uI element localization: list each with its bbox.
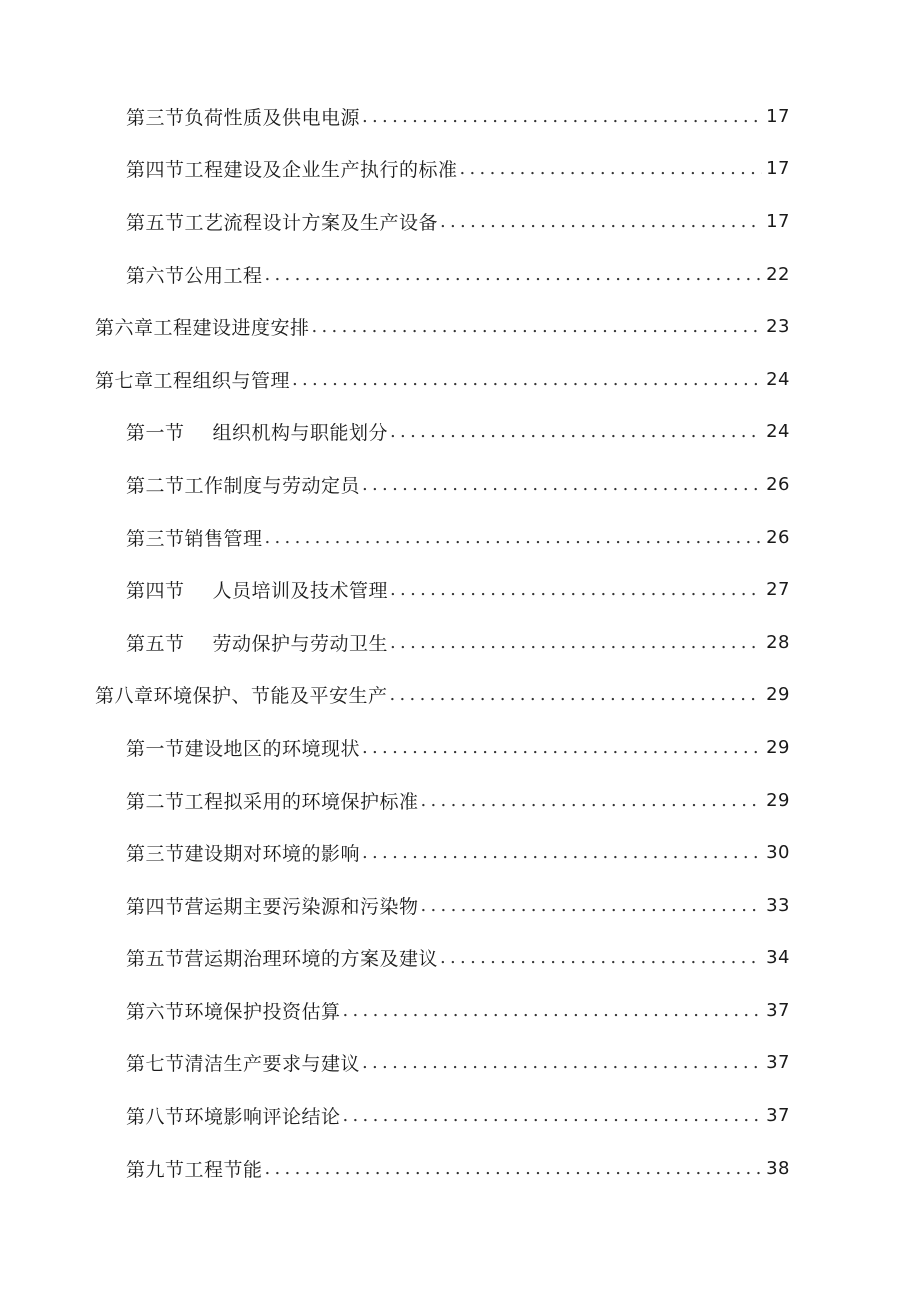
toc-section-number: 第一节 bbox=[126, 422, 185, 445]
toc-entry-title: 第五节营运期治理环境的方案及建议 bbox=[126, 948, 439, 971]
toc-entry[interactable] bbox=[0, 458, 920, 511]
toc-dot-leader bbox=[440, 211, 762, 232]
toc-entry[interactable] bbox=[0, 195, 920, 248]
toc-dot-leader bbox=[265, 1158, 763, 1179]
toc-page-number: 37 bbox=[766, 999, 790, 1021]
toc-entry[interactable] bbox=[0, 879, 920, 932]
toc-page-number: 24 bbox=[766, 368, 790, 390]
toc-dot-leader bbox=[390, 579, 762, 600]
toc-entry-title: 第六节环境保护投资估算 bbox=[126, 1000, 341, 1023]
toc-dot-leader bbox=[362, 106, 762, 127]
toc-page-number: 17 bbox=[766, 210, 790, 232]
toc-entry[interactable] bbox=[0, 984, 920, 1037]
toc-page-number: 37 bbox=[766, 1105, 790, 1127]
toc-chapter-entry[interactable] bbox=[0, 300, 920, 353]
toc-section-subtitle: 组织机构与职能划分 bbox=[212, 422, 389, 445]
toc-dot-leader bbox=[362, 842, 762, 863]
toc-dot-leader bbox=[265, 527, 763, 548]
toc-entry-title: 第四节营运期主要污染源和污染物 bbox=[126, 895, 419, 918]
toc-entry-title: 第六节公用工程 bbox=[126, 264, 263, 287]
toc-entry[interactable] bbox=[0, 1142, 920, 1195]
toc-entry-title: 第三节负荷性质及供电电源 bbox=[126, 106, 361, 129]
toc-entry[interactable] bbox=[0, 1037, 920, 1090]
toc-page-number: 29 bbox=[766, 684, 790, 706]
toc-chapter-title: 第七章工程组织与管理 bbox=[95, 369, 291, 392]
toc-dot-leader bbox=[421, 790, 763, 811]
toc-page-number: 22 bbox=[766, 263, 790, 285]
toc-entry-title bbox=[126, 418, 388, 445]
toc-page-number: 28 bbox=[766, 631, 790, 653]
toc-chapter-title: 第八章环境保护、节能及平安生产 bbox=[95, 685, 388, 708]
toc-page-number: 23 bbox=[766, 316, 790, 338]
toc-entry[interactable] bbox=[0, 616, 920, 669]
toc-entry-title: 第八节环境影响评论结论 bbox=[126, 1106, 341, 1129]
toc-entry-title: 第五节工艺流程设计方案及生产设备 bbox=[126, 211, 439, 234]
toc-entry[interactable] bbox=[0, 932, 920, 985]
toc-section-subtitle: 劳动保护与劳动卫生 bbox=[212, 632, 389, 655]
toc-section-subtitle: 人员培训及技术管理 bbox=[212, 580, 389, 603]
toc-entry-title: 第四节工程建设及企业生产执行的标准 bbox=[126, 159, 458, 182]
toc-page-number: 38 bbox=[766, 1157, 790, 1179]
toc-page-number: 37 bbox=[766, 1052, 790, 1074]
toc-entry[interactable] bbox=[0, 90, 920, 143]
toc-entry-title: 第三节销售管理 bbox=[126, 527, 263, 550]
toc-dot-leader bbox=[343, 1000, 763, 1021]
toc-dot-leader bbox=[390, 421, 762, 442]
toc-entry-title bbox=[126, 629, 388, 656]
toc-page-number: 26 bbox=[766, 473, 790, 495]
toc-section-number: 第四节 bbox=[126, 580, 185, 603]
toc-entry[interactable] bbox=[0, 826, 920, 879]
toc-dot-leader bbox=[265, 264, 763, 285]
toc-page-number: 17 bbox=[766, 105, 790, 127]
toc-entry[interactable] bbox=[0, 721, 920, 774]
toc-chapter-entry[interactable] bbox=[0, 669, 920, 722]
toc-dot-leader bbox=[362, 474, 762, 495]
toc-section-number: 第五节 bbox=[126, 632, 185, 655]
toc-page-number: 30 bbox=[766, 842, 790, 864]
table-of-contents bbox=[0, 90, 920, 1194]
toc-page-number: 17 bbox=[766, 158, 790, 180]
toc-dot-leader bbox=[440, 947, 762, 968]
toc-entry-title: 第二节工作制度与劳动定员 bbox=[126, 474, 361, 497]
toc-dot-leader bbox=[343, 1105, 763, 1126]
toc-entry-title: 第七节清洁生产要求与建议 bbox=[126, 1053, 361, 1076]
toc-entry[interactable] bbox=[0, 774, 920, 827]
toc-page-number: 29 bbox=[766, 789, 790, 811]
toc-page-number: 24 bbox=[766, 421, 790, 443]
toc-entry-title: 第三节建设期对环境的影响 bbox=[126, 843, 361, 866]
toc-entry[interactable] bbox=[0, 1089, 920, 1142]
toc-entry[interactable] bbox=[0, 248, 920, 301]
toc-page-number: 33 bbox=[766, 894, 790, 916]
toc-chapter-entry[interactable] bbox=[0, 353, 920, 406]
toc-dot-leader bbox=[362, 737, 762, 758]
toc-dot-leader bbox=[362, 1052, 762, 1073]
toc-entry-title: 第二节工程拟采用的环境保护标准 bbox=[126, 790, 419, 813]
toc-dot-leader bbox=[421, 895, 763, 916]
toc-entry[interactable] bbox=[0, 511, 920, 564]
toc-page-number: 26 bbox=[766, 526, 790, 548]
toc-page-number: 29 bbox=[766, 736, 790, 758]
toc-chapter-title: 第六章工程建设进度安排 bbox=[95, 317, 310, 340]
toc-entry[interactable] bbox=[0, 143, 920, 196]
toc-entry[interactable] bbox=[0, 406, 920, 459]
toc-dot-leader bbox=[292, 369, 762, 390]
toc-entry-title: 第一节建设地区的环境现状 bbox=[126, 737, 361, 760]
toc-dot-leader bbox=[312, 316, 763, 337]
toc-dot-leader bbox=[390, 632, 762, 653]
toc-page-number: 27 bbox=[766, 579, 790, 601]
toc-page-number: 34 bbox=[766, 947, 790, 969]
toc-dot-leader bbox=[460, 158, 763, 179]
toc-entry-title: 第九节工程节能 bbox=[126, 1158, 263, 1181]
toc-dot-leader bbox=[390, 684, 763, 705]
toc-entry[interactable] bbox=[0, 563, 920, 616]
toc-entry-title bbox=[126, 576, 388, 603]
